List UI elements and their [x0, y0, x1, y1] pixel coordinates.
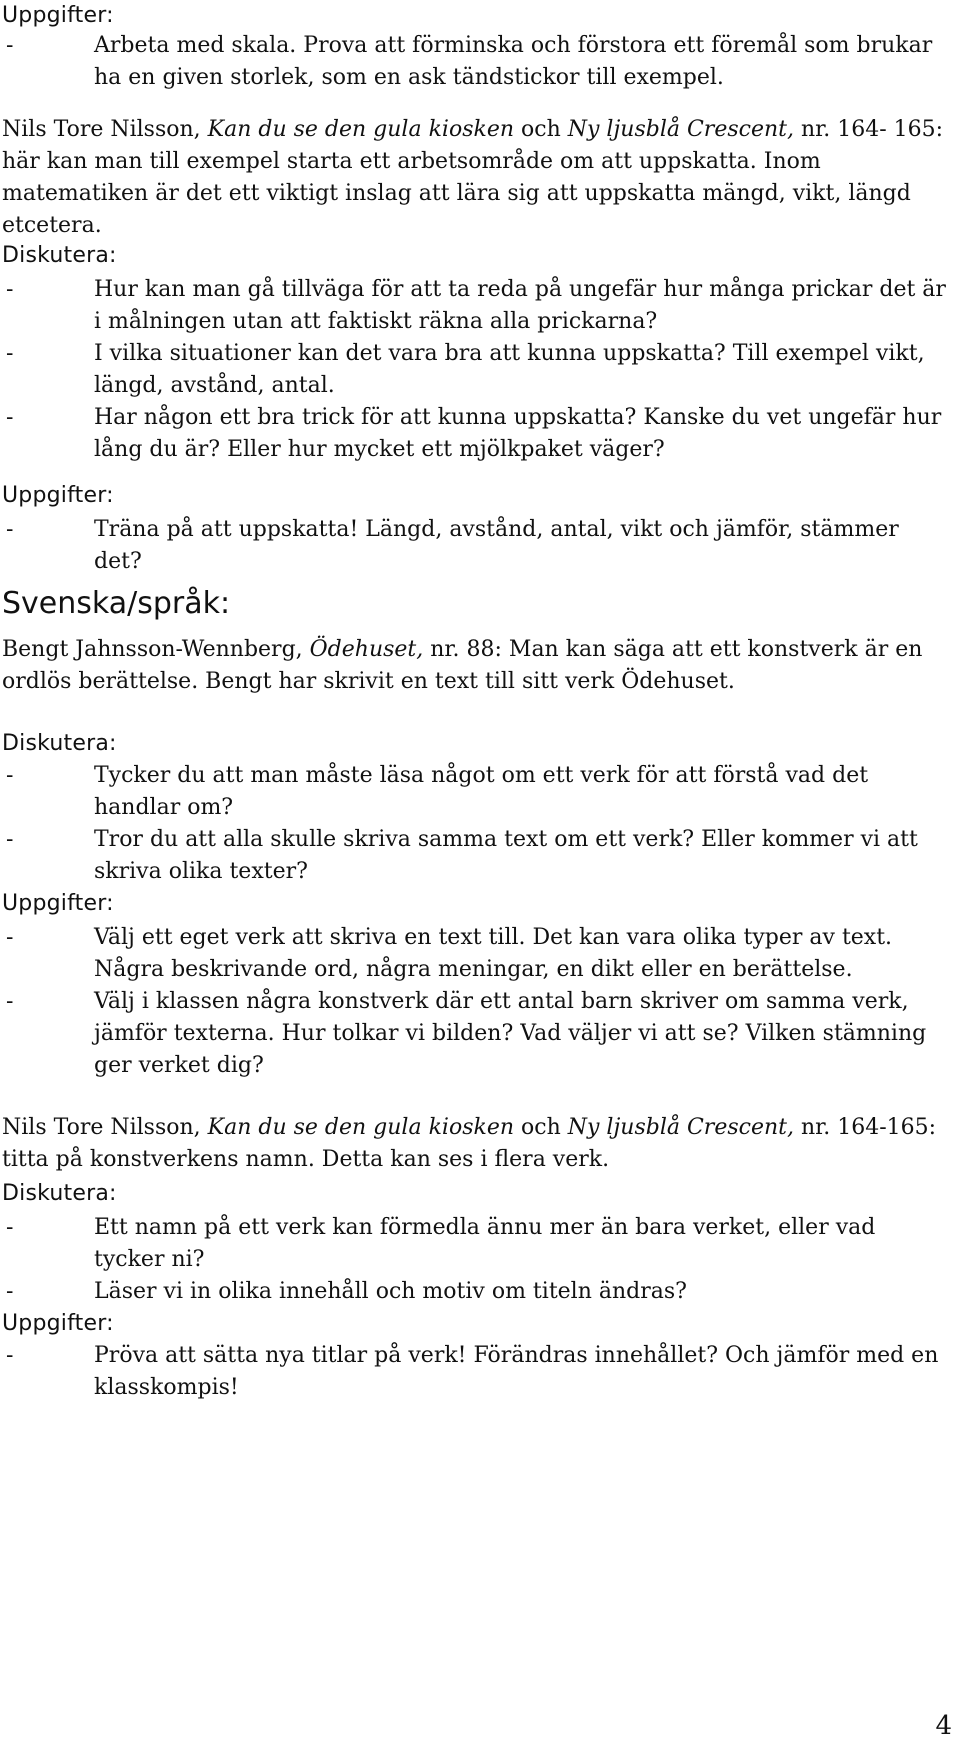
diskutera-list — [0, 274, 950, 466]
uppgifter-list — [0, 1340, 950, 1404]
list-item: - Tror du att alla skulle skriva samma text om ett verk? Eller kommer vi att skriva olika texter? — [0, 824, 950, 888]
list-item: - Ett namn på ett verk kan förmedla ännu mer än bara verket, eller vad tycker ni? — [0, 1212, 950, 1276]
diskutera-label: Diskutera: — [2, 1181, 117, 1206]
diskutera-label: Diskutera: — [2, 731, 117, 756]
list-item: - Arbeta med skala. Prova att förminska och förstora ett föremål som brukar ha en given storlek, som en ask tändstickor till exempel. — [0, 30, 950, 94]
diskutera-list — [0, 1212, 950, 1308]
paragraph-odehuset — [2, 634, 952, 698]
paragraph-titlar — [2, 1112, 952, 1176]
conjunction: och — [514, 1115, 568, 1140]
author-name: Bengt Jahnsson-Wennberg, — [2, 637, 310, 662]
list-item: - Hur kan man gå tillväga för att ta reda på ungefär hur många prickar det är i målningen utan att faktiskt räkna alla prickarna? — [0, 274, 950, 338]
uppgifter-label: Uppgifter: — [2, 1311, 114, 1336]
artwork-title: Ödehuset, — [309, 637, 424, 662]
artwork-title: Ny ljusblå Crescent, — [567, 1115, 794, 1140]
uppgifter-list — [0, 922, 950, 1082]
uppgifter-list — [0, 30, 950, 94]
paragraph-uppskatta — [2, 114, 952, 242]
paragraph-text: nr. 164-165: titta på konstverkens namn. Detta kan ses i flera verk. — [2, 1115, 937, 1172]
page-number: 4 — [935, 1711, 952, 1741]
uppgifter-list — [0, 514, 950, 578]
diskutera-label: Diskutera: — [2, 243, 117, 268]
list-item: - Tycker du att man måste läsa något om ett verk för att förstå vad det handlar om? — [0, 760, 950, 824]
list-item: - Har någon ett bra trick för att kunna uppskatta? Kanske du vet ungefär hur lång du är? Eller hur mycket ett mjölkpaket väger? — [0, 402, 950, 466]
list-item: - Träna på att uppskatta! Längd, avstånd, antal, vikt och jämför, stämmer det? — [0, 514, 950, 578]
paragraph-text: nr. 164- 165: här kan man till exempel starta ett arbetsområde om att uppskatta. Inom matematiken är det ett viktigt inslag att lära sig att uppskatta mängd, vikt, längd etcetera. — [2, 117, 944, 238]
author-name: Nils Tore Nilsson, — [2, 1115, 208, 1140]
diskutera-list — [0, 760, 950, 888]
list-item: - Pröva att sätta nya titlar på verk! Förändras innehållet? Och jämför med en klasskompis! — [0, 1340, 950, 1404]
paragraph-text: nr. 88: Man kan säga att ett konstverk är en ordlös berättelse. Bengt har skrivit en text till sitt verk Ödehuset. — [2, 637, 923, 694]
author-name: Nils Tore Nilsson, — [2, 117, 201, 142]
list-item: - Läser vi in olika innehåll och motiv om titeln ändras? — [0, 1276, 950, 1308]
list-item: - I vilka situationer kan det vara bra att kunna uppskatta? Till exempel vikt, längd, avstånd, antal. — [0, 338, 950, 402]
list-item: - Välj i klassen några konstverk där ett antal barn skriver om samma verk, jämför texterna. Hur tolkar vi bilden? Vad väljer vi att se? Vilken stämning ger verket dig? — [0, 986, 950, 1082]
conjunction: och — [514, 117, 568, 142]
artwork-title: Ny ljusblå Crescent, — [567, 117, 794, 142]
list-item: - Välj ett eget verk att skriva en text till. Det kan vara olika typer av text. Några beskrivande ord, några meningar, en dikt eller en berättelse. — [0, 922, 950, 986]
uppgifter-label: Uppgifter: — [2, 3, 114, 28]
artwork-title: Kan du se den gula kiosken — [207, 117, 515, 142]
uppgifter-label: Uppgifter: — [2, 483, 114, 508]
artwork-title: Kan du se den gula kiosken — [207, 1115, 515, 1140]
section-title: Svenska/språk: — [2, 586, 231, 621]
uppgifter-label: Uppgifter: — [2, 891, 114, 916]
